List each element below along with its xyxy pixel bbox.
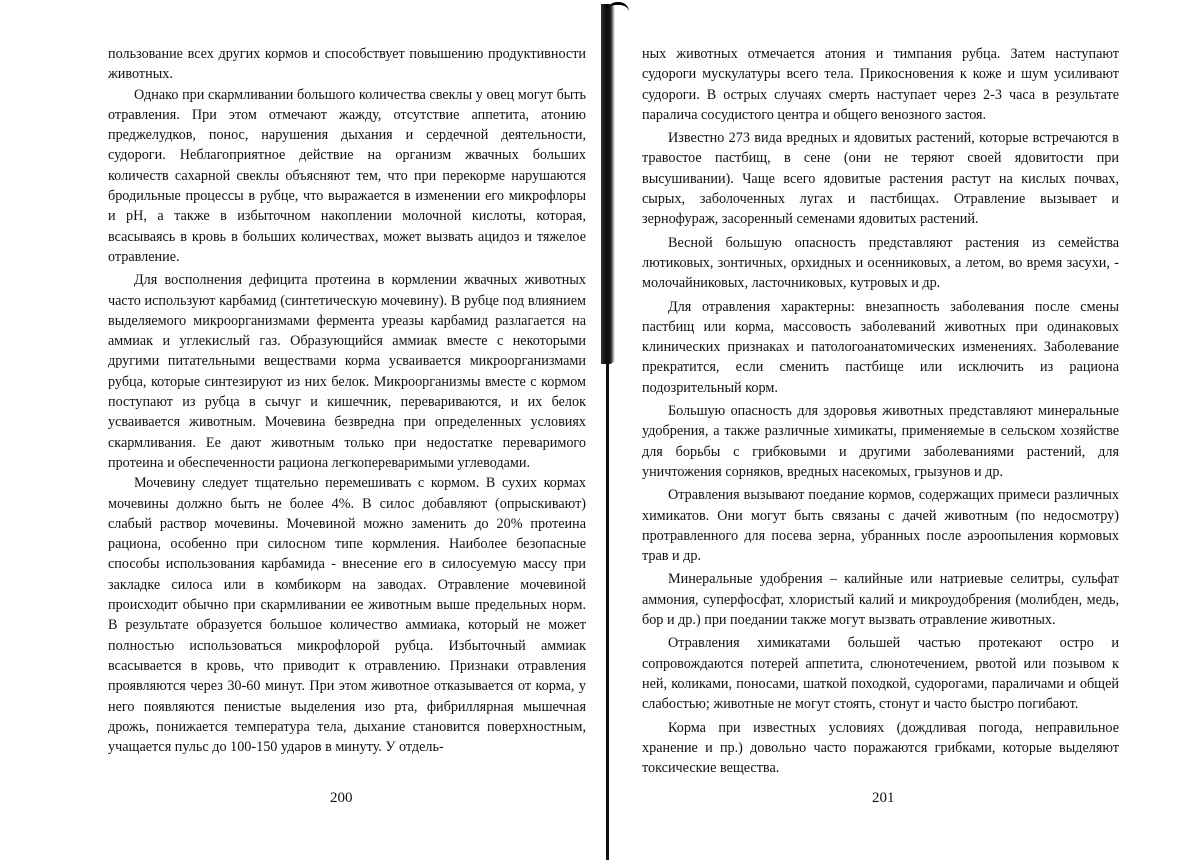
paragraph: Отравления вызывают поедание кормов, содержащих примеси различных химикатов. Они могут быть связаны с дачей животным (по недосмотру) протравленного для посева зерна, убранных после аэроопыления кормовых трав и др. xyxy=(642,487,1119,565)
gutter-line xyxy=(606,8,609,860)
paragraph: Мочевину следует тщательно перемешивать с кормом. В сухих кормах мочевины должно быть не более 4%. В силос добавляют (опрыскивают) слабый раствор мочевины. Мочевиной можно заменить до 20% протеина рациона, особенно при силосном типе кормления. Наиболее безопасные способы использования карбамида - внесение его в силосуемую массу при закладке силоса или в комбикорм на заводах. Отравление мочевиной происходит обычно при скармливании ее животным выше предельных норм. В результате образуется большое количество аммиака, который не может полностью использоваться микрофлорой рубца. Избыточный аммиак всасывается в кровь, что приводит к отравлению. Признаки отравления проявляются через 30-60 минут. При этом животное отказывается от корма, у него появляются пенистые выделения изо рта, фибриллярная мышечная дрожь, понижается температура тела, дыхание становится поверхностным, учащается пульс до 100-150 ударов в минуту. У отдель- xyxy=(108,475,586,756)
paragraph: пользование всех других кормов и способствует повышению продуктивности животных. xyxy=(108,46,586,83)
binding-gutter xyxy=(603,0,613,862)
paragraph: Большую опасность для здоровья животных представляют минеральные удобрения, а также различные химикаты, применяемые в сельском хозяйстве для борьбы с грибковыми и другими заболеваниями растений, для уничтожения сорняков, вредных насекомых, грызунов и др. xyxy=(642,403,1119,480)
paragraph: Минеральные удобрения – калийные или натриевые селитры, сульфат аммония, суперфосфат, хлористый калий и микроудобрения (молибден, медь, бор и др.) при поедании также могут вызвать отравление животных. xyxy=(642,571,1119,629)
paragraph: Корма при известных условиях (дождливая погода, неправильное хранение и пр.) довольно часто поражаются грибками, которые выделяют токсические вещества. xyxy=(642,719,1119,777)
paragraph: ных животных отмечается атония и тимпания рубца. Затем наступают судороги мускулатуры всего тела. Прикосновения к коже и шум усиливают судороги. В острых случаях смерть наступает через 2-3 часа в результате паралича сосудистого центра и общего венозного застоя. xyxy=(642,46,1119,123)
paragraph: Отравления химикатами большей частью протекают остро и сопровождаются потерей аппетита, слюнотечением, рвотой или позывом к ней, коликами, поносами, шаткой походкой, судорогами, параличами и общей слабостью; животные не могут стоять, стонут и часто быстро погибают. xyxy=(642,635,1119,713)
paragraph: Весной большую опасность представляют растения из семейства лютиковых, зонтичных, орхидных и осенниковых, а летом, во время засухи, - молочайниковых, ласточниковых, кутровых и др. xyxy=(642,234,1119,292)
left-page-text xyxy=(108,44,586,757)
paragraph: Для отравления характерны: внезапность заболевания после смены пастбищ или корма, массовость заболеваний животных при одинаковых клинических признаках и патологоанатомических изменениях. Заболевание прекратится, если сменить пастбище или исключить из рациона подозрительный корм. xyxy=(642,298,1119,396)
page-number-right: 201 xyxy=(872,790,895,806)
paragraph: Известно 273 вида вредных и ядовитых растений, которые встречаются в травостое пастбищ, в сене (они не теряют своей ядовитости при высушивании). Чаще всего ядовитые растения растут на кислых почвах, сырых, заболоченных лугах и пастбищах. Отравление вызывает и зернофураж, засоренный семенами ядовитых растений. xyxy=(642,130,1119,228)
paragraph: Для восполнения дефицита протеина в кормлении жвачных животных часто используют карбамид (синтетическую мочевину). В рубце под влиянием выделяемого микроорганизмами фермента уреазы карбамид разлагается на аммиак и углекислый газ. Образующийся аммиак вместе с некоторыми другими питательными веществами корма усваивается микроорганизмами рубца, которые синтезируют из них белок. Микроорганизмы вместе с кормом поступают из рубца в сычуг и кишечник, перевариваются, и их белок усваивается животным. Мочевина безвредна при определенных условиях скармливания. Ее дают животным только при недостатке переваримого протеина и обеспеченности рациона легкопереваримыми углеводами. xyxy=(108,272,586,471)
page-number-left: 200 xyxy=(330,790,353,806)
paragraph: Однако при скармливании большого количества свеклы у овец могут быть отравления. При этом отмечают жажду, отсутствие аппетита, атонию преджелудков, понос, нарушения дыхания и сердечной деятельности, судороги. Неблагоприятное действие на организм жвачных больших количеств сахарной свеклы объясняют тем, что при перекорме нарушаются бродильные процессы в рубце, что выражается в изменении его микрофлоры и pH, а также в избыточном накоплении молочной кислоты, которая, всасываясь в кровь в больших количествах, может вызвать ацидоз и тяжелое отравление. xyxy=(108,86,586,265)
right-page-text xyxy=(642,44,1119,778)
